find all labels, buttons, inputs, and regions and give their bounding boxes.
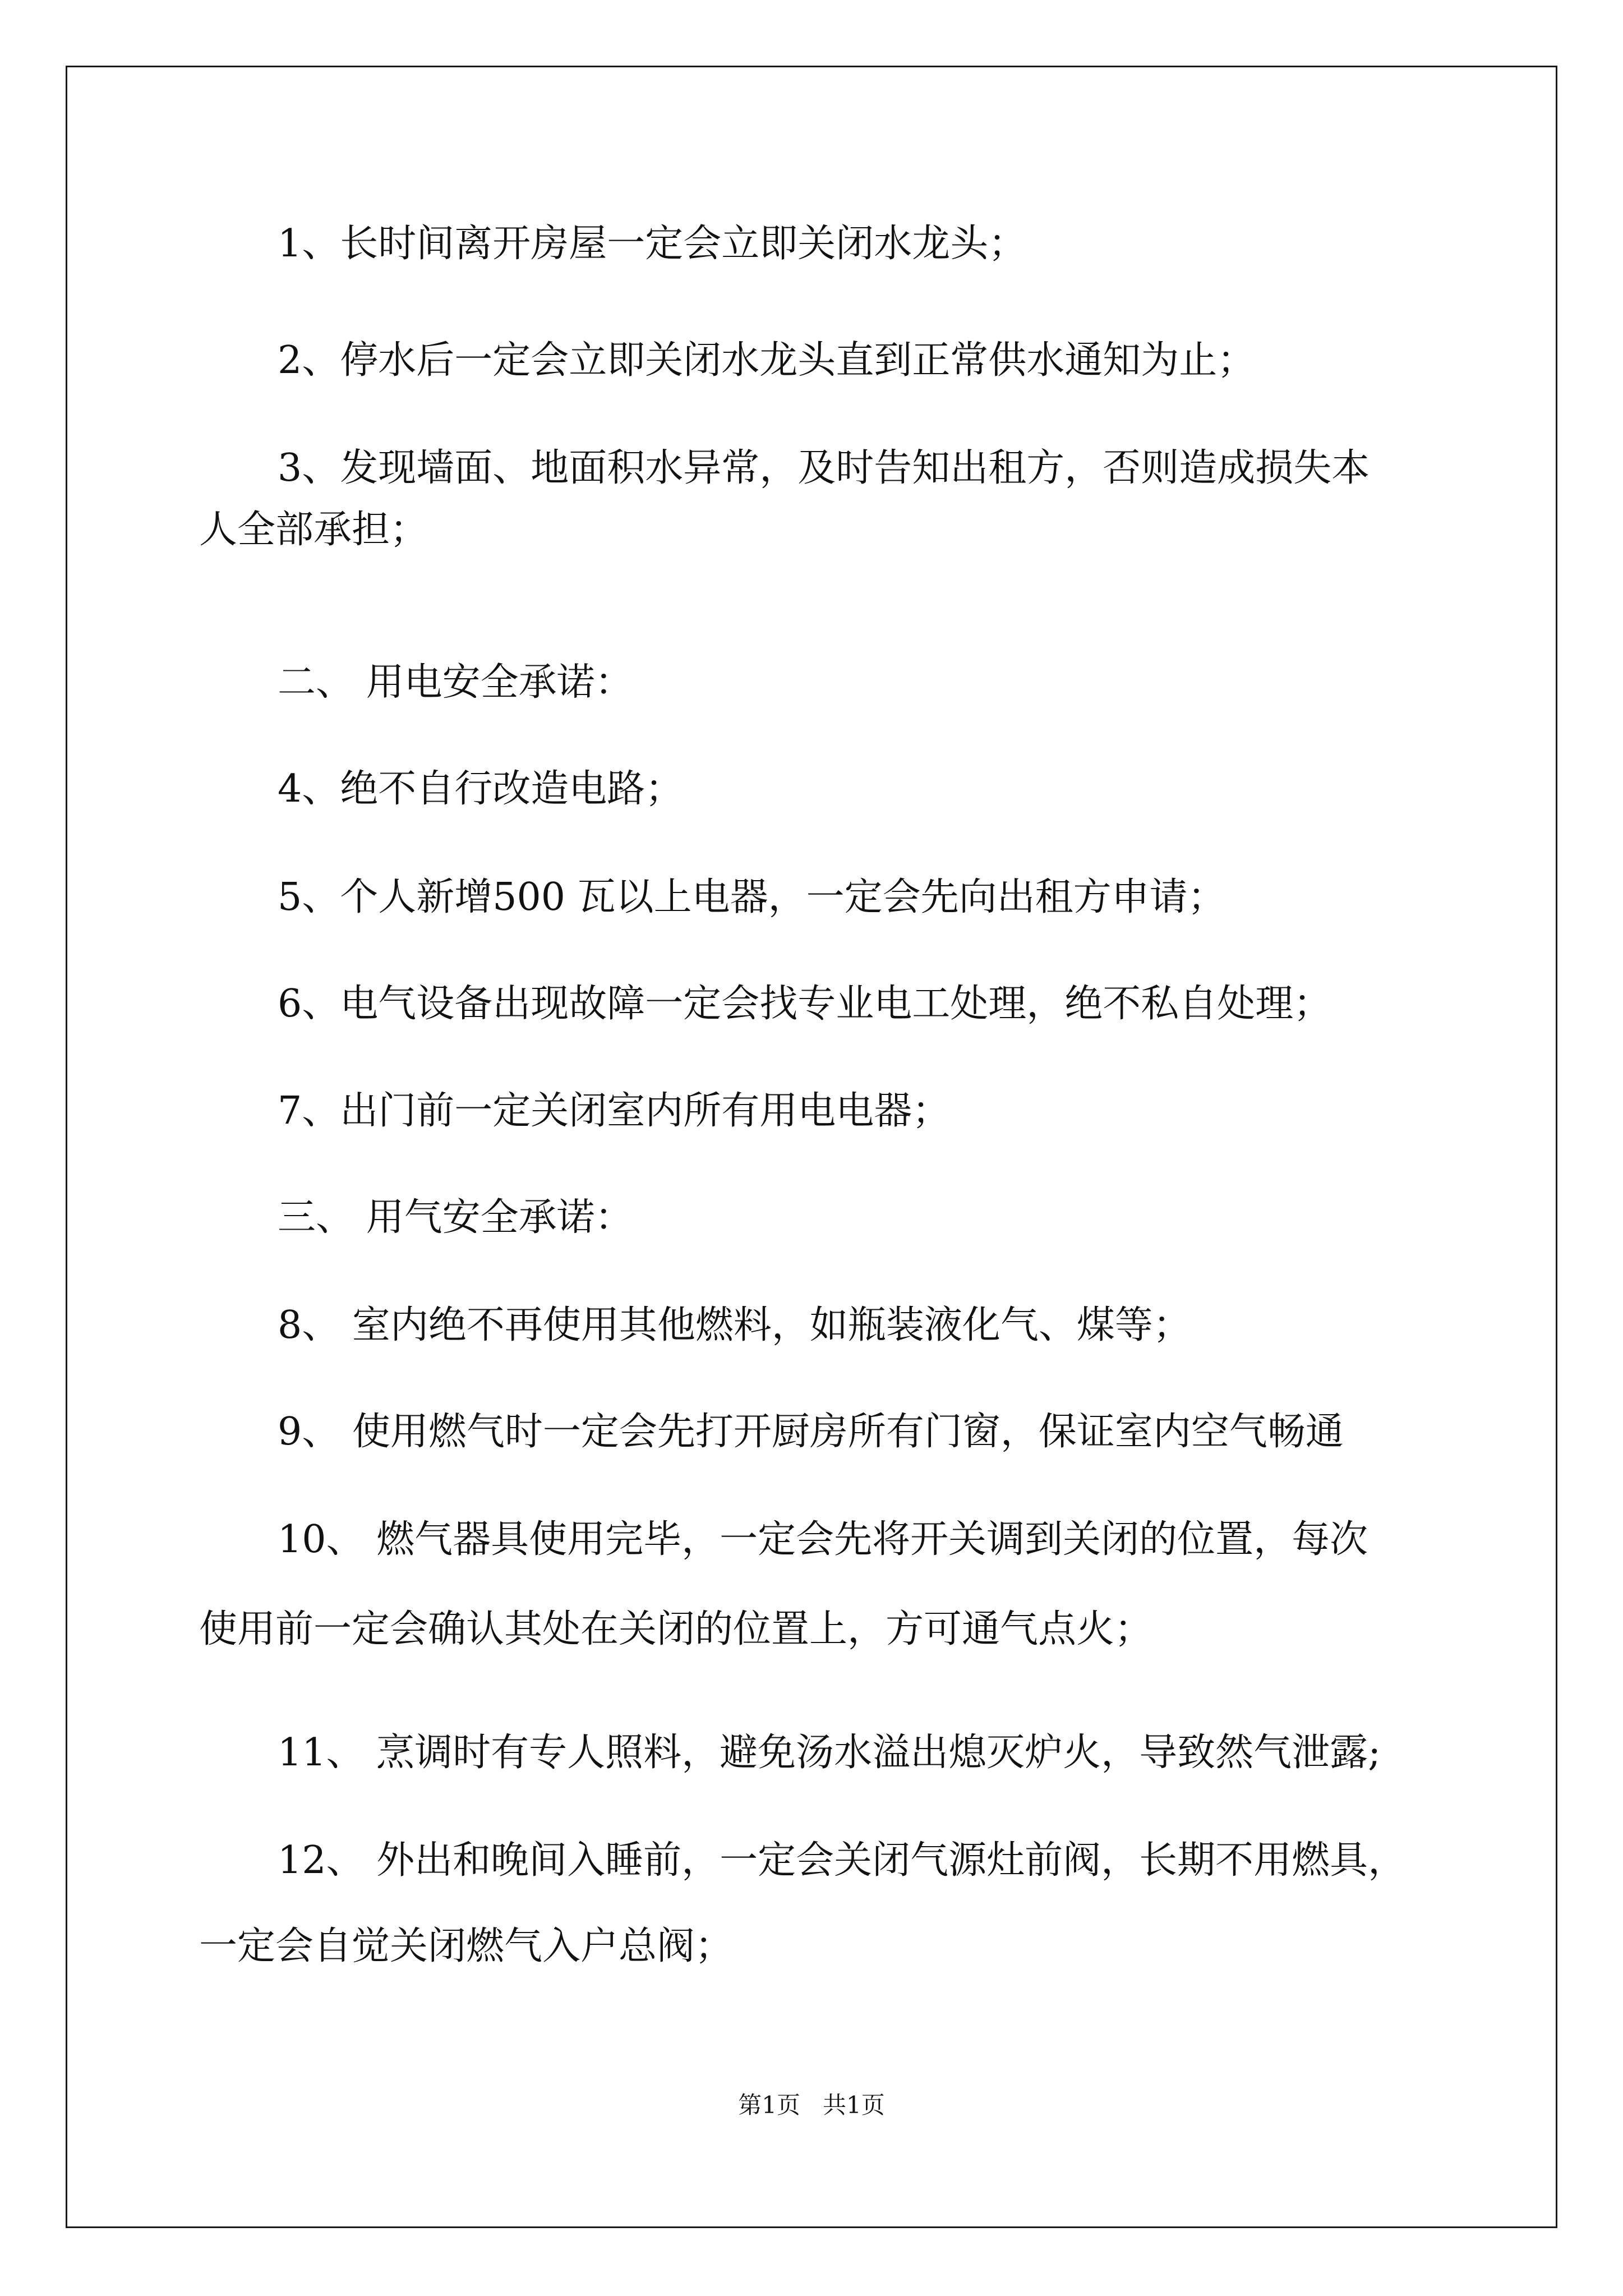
page-border	[66, 66, 1557, 2228]
page-footer: 第1页 共1页	[738, 2091, 885, 2119]
line-6: 6、电气设备出现故障一定会找专业电工处理，绝不私自处理；	[278, 982, 1332, 1026]
section-heading-gas: 三、 用气安全承诺：	[278, 1195, 633, 1240]
line-12: 12、 外出和晚间入睡前，一定会关闭气源灶前阀，长期不用燃具，	[278, 1838, 1407, 1883]
line-9: 9、 使用燃气时一定会先打开厨房所有门窗，保证室内空气畅通	[278, 1410, 1344, 1454]
line-2: 2、停水后一定会立即关闭水龙头直到正常供水通知为止；	[278, 338, 1256, 383]
line-7: 7、出门前一定关闭室内所有用电电器；	[278, 1089, 951, 1133]
line-12-continued: 一定会自觉关闭燃气入户总阀；	[199, 1924, 734, 1968]
line-11: 11、 烹调时有专人照料，避免汤水溢出熄灭炉火，导致然气泄露;	[278, 1731, 1381, 1775]
section-heading-electricity: 二、 用电安全承诺：	[278, 660, 633, 705]
line-10: 10、 燃气器具使用完毕，一定会先将开关调到关闭的位置，每次	[278, 1517, 1368, 1562]
line-5: 5、个人新增500 瓦以上电器，一定会先向出租方申请；	[278, 875, 1226, 919]
line-8: 8、 室内绝不再使用其他燃料，如瓶装液化气、煤等；	[278, 1303, 1191, 1347]
line-1: 1、长时间离开房屋一定会立即关闭水龙头；	[278, 222, 1027, 266]
line-4: 4、绝不自行改造电路；	[278, 767, 684, 811]
line-3: 3、发现墙面、地面积水异常，及时告知出租方，否则造成损失本	[278, 446, 1370, 490]
line-10-continued: 使用前一定会确认其处在关闭的位置上，方可通气点火；	[199, 1607, 1153, 1651]
line-3-continued: 人全部承担；	[199, 508, 428, 552]
